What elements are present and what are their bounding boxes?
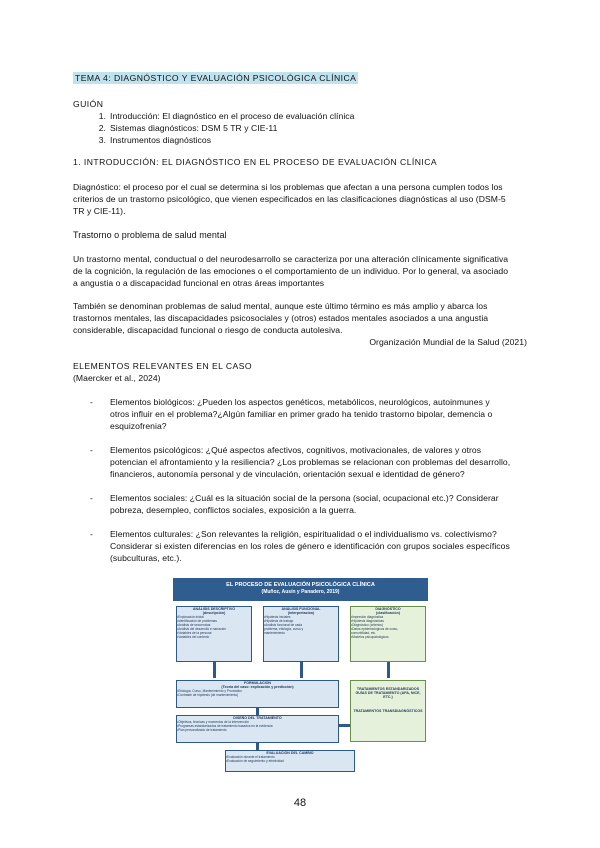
definition-line: de la cognición, la regulación de las emociones o el comportamiento de un individuo. Por lo general, va asociado (73, 266, 509, 276)
box-item: •Diagnóstico (criterios) (351, 623, 383, 627)
bullet-line: financieros, autonomía personal y de vinculación, orientación sexual e identidad de género? (110, 469, 465, 479)
bullet-marker: - (90, 493, 93, 503)
box-item: •Variables del contexto (177, 635, 210, 639)
box-item: •Análisis de secuencias (177, 623, 211, 627)
box-item: •Plan personalizado de tratamiento (177, 728, 227, 732)
bullet-line: Elementos sociales: ¿Cuál es la situación social de la persona (social, ocupacional etc.)? Considerar (110, 493, 499, 503)
subsection-title: Trastorno o problema de salud mental (73, 230, 227, 240)
box-title: FORMULACIÓN (244, 681, 271, 685)
guion-item: Instrumentos diagnósticos (110, 135, 212, 145)
box-title: DISEÑO DEL TRATAMIENTO (233, 716, 282, 720)
box-item: •Exploración inicial (177, 615, 204, 619)
box-title: TRATAMIENTOS ESTANDARIZADOS GUÍAS DE TRATAMIENTO (APA, NICE, ETC.) (355, 687, 421, 699)
diagnostico-line: criterios de un trastorno psicológico, que vienen especificados en las clasificaciones diagnósticas al uso (DSM-5 (73, 194, 506, 204)
box-item: comorbilidad, etc. (351, 631, 376, 635)
guion-item-number: 2. (98, 123, 106, 133)
box-item: mantenimiento (264, 631, 285, 635)
box-title: EVALUACIÓN DEL CAMBIO (266, 751, 314, 755)
diagnostico-line: Diagnóstico: el proceso por el cual se determina si los problemas que afectan a una persona cumplen todos los (73, 182, 503, 192)
box-item: •Análisis funcional de cada (264, 623, 302, 627)
box-title: ANÁLISIS FUNCIONAL (281, 607, 321, 611)
guion-item: Sistemas diagnósticos: DSM 5 TR y CIE-11 (110, 123, 278, 133)
box-item: •Hipótesis iniciales (264, 615, 291, 619)
diagnostico-line: TR y CIE-11). (73, 206, 126, 216)
also-line: trastornos mentales, las discapacidades psicosociales y (otros) estados mentales asociados a una angustia (73, 313, 489, 323)
bullet-line: otros influir en el problema?¿Algún familiar en primer grado ha tenido trastorno bipolar, demencia o (110, 409, 493, 419)
page-number: 48 (293, 797, 307, 809)
arrow-down (213, 662, 216, 678)
analisis-funcional-box (263, 606, 339, 662)
box-item: •Variables de la persona (177, 631, 212, 635)
box-item: •Identificación de problemas (177, 619, 217, 623)
bullet-marker: - (90, 397, 93, 407)
bullet-marker: - (90, 529, 93, 539)
box-item: •Evaluación de seguimiento y efectividad (226, 759, 284, 763)
box-item: •Hipótesis de trabajo (264, 619, 294, 623)
evaluacion-cambio-box (225, 750, 355, 772)
guion-item-number: 1. (98, 111, 106, 121)
citation: Organización Mundial de la Salud (2021) (369, 337, 527, 347)
box-item: •Programas estandarizados de tratamiento basados en la evidencia (177, 724, 273, 728)
analisis-descriptivo-box (176, 606, 252, 662)
definition-line: a angustia o a discapacidad funcional en otras áreas importantes (73, 278, 325, 288)
box-title: DIAGNÓSTICO (375, 607, 401, 611)
diseno-box (176, 715, 339, 743)
guion-title: GUIÓN (73, 99, 104, 109)
bullet-line: Elementos culturales: ¿Son relevantes la religión, espiritualidad o el individualismo vs. colectivismo? (110, 529, 497, 539)
diagnostico-box (350, 606, 426, 662)
arrow-down (256, 743, 259, 750)
arrow-down (387, 662, 390, 678)
elementos-title: ELEMENTOS RELEVANTES EN EL CASO (73, 361, 253, 371)
bullet-line: Considerar si existen diferencias en los roles de género e identificación con grupos sociales específicos (110, 541, 510, 551)
box-title: ANÁLISIS DESCRIPTIVO (192, 607, 236, 611)
box-subtitle: (interpretación) (287, 611, 315, 615)
box-item: •Análisis del desarrollo e narración (177, 627, 226, 631)
box-item: problema, etiología, curso y (264, 627, 304, 631)
box-subtitle: (descripción) (202, 611, 226, 615)
box-item: •Modelos psicopatológicos (351, 635, 389, 639)
formulacion-box (176, 680, 339, 708)
arrow-left (339, 724, 350, 727)
diagram-title: EL PROCESO DE EVALUACIÓN PSICOLÓGICA CLÍNICA (226, 582, 375, 588)
arrow-down (256, 708, 259, 715)
diagram-header (173, 578, 428, 601)
box-item: •Contraste de hipótesis (de mantenimiento) (177, 693, 239, 697)
box-item: •Evaluación durante el tratamiento (226, 755, 275, 759)
box-subtitle: (clasificación) (376, 611, 400, 615)
section-title: 1. INTRODUCCIÓN: EL DIAGNÓSTICO EN EL PROCESO DE EVALUACIÓN CLÍNICA (73, 157, 438, 167)
bullet-line: potencian el afrontamiento y la resiliencia? ¿Los problemas se relacionan con problemas del desarrollo, (110, 457, 511, 467)
also-line: También se denominan problemas de salud mental, aunque este último término es más amplio y abarca los (73, 301, 488, 311)
bullet-line: Elementos biológicos: ¿Pueden los aspectos genéticos, metabólicos, neurológicos, autoinmunes y (110, 397, 490, 407)
elementos-reference: (Maercker et al., 2024) (73, 373, 161, 383)
box-subtitle: (Teoría del caso: explicación y predicción) (221, 685, 294, 689)
box-item: •Hipótesis diagnósticas (351, 619, 384, 623)
tratamientos-box (350, 680, 426, 742)
bullet-line: esquizofrenia? (110, 421, 167, 431)
also-line: considerable, discapacidad funcional o riesgo de conducta autolesiva. (73, 325, 343, 335)
guion-item-number: 3. (98, 135, 106, 145)
bullet-line: pobreza, desempleo, conflictos sociales, exposición a la guerra. (110, 505, 357, 515)
definition-line: Un trastorno mental, conductual o del neurodesarrollo se caracteriza por una alteración clínicamente significativa (73, 254, 509, 264)
box-item: •Datos epidemiológicos de curso, (351, 627, 399, 631)
box-item: •Impresión diagnóstica (351, 615, 384, 619)
topic-heading: TEMA 4: DIAGNÓSTICO Y EVALUACIÓN PSICOLÓGICA CLÍNICA (75, 73, 357, 83)
box-item: •Etiología, Curso, Mantenimiento y Pronóstico (177, 689, 242, 693)
box-title: TRATAMIENTOS TRANSDIAGNÓSTICOS (353, 709, 423, 713)
arrow-down (300, 662, 303, 678)
box-item: •Objetivos, técnicas y momentos de la intervención (177, 720, 249, 724)
evaluation-process-diagram (173, 578, 428, 774)
bullet-line: Elementos psicológicos: ¿Qué aspectos afectivos, cognitivos, motivacionales, de valores y otros (110, 445, 482, 455)
guion-item: Introducción: El diagnóstico en el proceso de evaluación clínica (110, 111, 355, 121)
bullet-line: (subculturas, etc.). (110, 553, 182, 563)
diagram-subtitle: (Muñoz, Ausín y Panadero, 2019) (261, 589, 340, 595)
bullet-marker: - (90, 445, 93, 455)
